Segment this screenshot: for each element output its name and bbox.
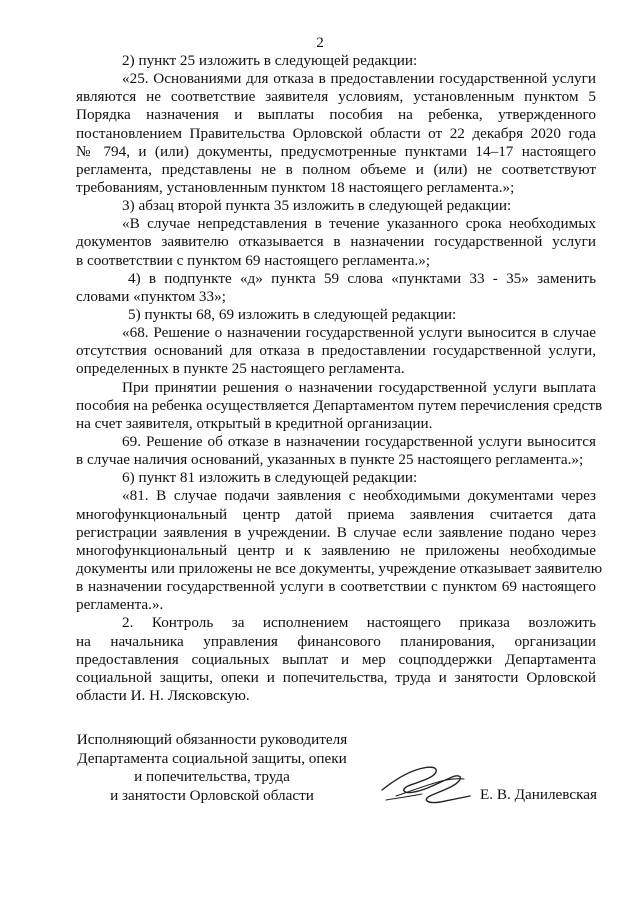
paragraph <box>76 324 596 378</box>
text-line: постановлением Правительства Орловской области от 22 декабря 2020 года <box>76 124 596 142</box>
text-line: регламента, представлены не в полном объеме и (или) не соответствуют <box>76 160 596 178</box>
text-line: требованиям, установленным пунктом 18 настоящего регламента.»; <box>76 178 515 196</box>
text-line: определенных в пункте 25 настоящего регламента. <box>76 360 405 378</box>
text-line: документов заявителю отказывается в назначении государственной услуги <box>76 233 596 251</box>
paragraph <box>76 197 596 215</box>
text-line: «25. Основаниями для отказа в предоставлении государственной услуги <box>122 70 596 88</box>
paragraph <box>76 270 596 306</box>
text-line: отсутствия оснований для отказа в предоставлении государственной услуги, <box>76 342 596 360</box>
paragraph <box>76 52 596 70</box>
text-line: регистрации заявления в учреждении. В случае если заявление подано через <box>76 523 596 541</box>
text-line: в случае наличия оснований, указанных в пункте 25 настоящего регламента.»; <box>76 451 584 469</box>
text-line: 2. Контроль за исполнением настоящего приказа возложить <box>122 614 596 632</box>
paragraph <box>76 487 603 614</box>
paragraph <box>76 378 603 433</box>
signatory-title-line: и попечительства, труда <box>134 768 290 785</box>
text-line: в соответствии с пунктом 69 настоящего регламента.»; <box>76 251 431 269</box>
text-line: на счет заявителя, открытый в кредитной организации. <box>76 414 433 432</box>
text-line: в назначении государственной услуги в соответствии с пунктом 69 настоящего <box>76 578 596 596</box>
text-line: являются не соответствие заявителя условиям, установленным пунктом 5 <box>76 88 596 106</box>
text-line: 5) пункты 68, 69 изложить в следующей редакции: <box>128 305 457 323</box>
paragraph <box>76 215 596 269</box>
text-line: многофункциональный центр и к заявлению не приложены необходимые <box>76 541 596 559</box>
text-line: 2) пункт 25 изложить в следующей редакции: <box>122 52 418 69</box>
text-line: пособия на ребенка осуществляется Департаментом путем перечисления средств <box>76 396 603 414</box>
text-line: 4) в подпункте «д» пункта 59 слова «пунктами 33 - 35» заменить <box>128 269 596 287</box>
text-line: При принятии решения о назначении государственной услуги выплата <box>122 378 596 396</box>
text-line: предоставления социальных выплат и мер соцподдержки Департамента <box>76 650 596 668</box>
signatory-title <box>76 731 348 805</box>
signatory-title-line: Исполняющий обязанности руководителя <box>76 731 348 748</box>
text-line: 3) абзац второй пункта 35 изложить в следующей редакции: <box>122 197 512 215</box>
handwritten-signature <box>378 752 474 812</box>
paragraph <box>76 469 596 487</box>
text-line: «В случае непредставления в течение указанного срока необходимых <box>122 215 596 233</box>
text-line: социальной защиты, опеки и попечительства, труда и занятости Орловской <box>76 668 596 686</box>
paragraph <box>76 306 596 324</box>
signatory-title-line: и занятости Орловской области <box>110 786 314 804</box>
paragraph <box>76 614 596 705</box>
text-line: «68. Решение о назначении государственной услуги выносится в случае <box>122 324 596 342</box>
text-line: Порядка назначения и выплаты пособия на ребенка, утвержденного <box>76 106 596 124</box>
text-line: 6) пункт 81 изложить в следующей редакции: <box>122 469 418 487</box>
page-number: 2 <box>316 34 324 51</box>
text-line: многофункциональный центр датой приема заявления считается дата <box>76 505 596 523</box>
paragraph <box>76 70 596 197</box>
text-line: № 794, и (или) документы, предусмотренные пунктами 14–17 настоящего <box>76 142 596 160</box>
document-body <box>76 52 603 705</box>
text-line: словами «пунктом 33»; <box>76 287 226 305</box>
text-line: документы или приложены не все документы, учреждение отказывает заявителю <box>76 559 603 577</box>
text-line: на начальника управления финансового планирования, организации <box>76 632 596 650</box>
paragraph <box>76 433 596 469</box>
signatory-name: Е. В. Данилевская <box>480 786 597 803</box>
text-line: регламента.». <box>76 596 164 614</box>
text-line: 69. Решение об отказе в назначении государственной услуги выносится <box>122 432 596 450</box>
text-line: области И. Н. Лясковскую. <box>76 686 250 704</box>
text-line: «81. В случае подачи заявления с необходимыми документами через <box>122 487 596 505</box>
signatory-title-line: Департамента социальной защиты, опеки <box>77 749 347 767</box>
